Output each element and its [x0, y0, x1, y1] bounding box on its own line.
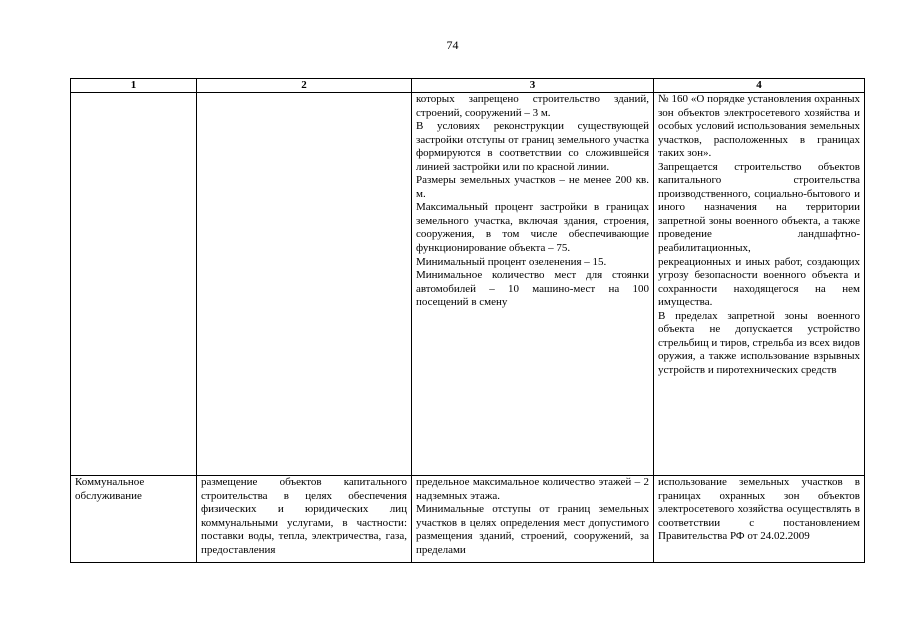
- cell-paragraph: которых запрещено строительство зданий, строений, сооружений – 3 м.: [416, 93, 649, 119]
- table-cell-col4: [654, 93, 865, 476]
- cell-paragraph: Размеры земельных участков – не менее 200 кв. м.: [416, 174, 649, 200]
- cell-paragraph: В условиях реконструкции существующей застройки отступы от границ земельного участка формируются в соответствии со сложившейся линией застройки или по красной линии.: [416, 120, 649, 173]
- table-row: [71, 476, 865, 563]
- cell-paragraph: использование земельных участков в границах охранных зон объектов электросетевого хозяйства осуществлять в соответствии с постановлением Правительства РФ от 24.02.2009: [658, 476, 860, 543]
- table-cell-col3: [412, 476, 654, 563]
- cell-paragraph: Запрещается строительство объектов капитального строительства производственного, социально-бытового и иного назначения на территории запретной зоны военного объекта, а также проведение ландшафтно-реабилитационных,: [658, 160, 860, 255]
- table-cell-col2: [197, 476, 412, 563]
- cell-paragraph: В пределах запретной зоны военного объекта не допускается устройство стрельбищ и тиров, стрельба из всех видов оружия, а также использование взрывных устройств и пиротехнических средств: [658, 309, 860, 376]
- cell-paragraph: предельное максимальное количество этажей – 2 надземных этажа.: [416, 476, 649, 502]
- header-col-2: 2: [197, 79, 412, 93]
- header-col-3: 3: [412, 79, 654, 93]
- cell-paragraph: размещение объектов капитального строительства в целях обеспечения физических и юридических лиц коммунальными услугами, в частности: поставки воды, тепла, электричества, газа, предоставления: [201, 476, 407, 556]
- header-col-1: 1: [71, 79, 197, 93]
- table-cell-col2: [197, 93, 412, 476]
- cell-paragraph: рекреационных и иных работ, создающих угрозу безопасности военного объекта и сохранности находящегося на нем имущества.: [658, 255, 860, 309]
- table-cell-col1: [71, 93, 197, 476]
- cell-paragraph: Минимальное количество мест для стоянки автомобилей – 10 машино-мест на 100 посещений в смену: [416, 269, 649, 309]
- page-number: 74: [446, 38, 459, 52]
- table-cell-col3: [412, 93, 654, 476]
- header-row: [71, 79, 865, 93]
- header-col-4: 4: [654, 79, 865, 93]
- table-row: [71, 93, 865, 476]
- table-cell-col1: [71, 476, 197, 563]
- cell-paragraph: Минимальные отступы от границ земельных участков в целях определения мест допустимого размещения зданий, строений, сооружений, за пределами: [416, 503, 649, 556]
- use-type-name: Коммунальное обслуживание: [75, 476, 145, 502]
- cell-paragraph: Минимальный процент озеленения – 15.: [416, 255, 607, 268]
- cell-paragraph: Максимальный процент застройки в границах земельного участка, включая здания, строения, сооружения, в том числе обеспечивающие функционирование объекта – 75.: [416, 201, 649, 255]
- cell-paragraph: № 160 «О порядке установления охранных зон объектов электросетевого хозяйства и особых условий использования земельных участков, расположенных в границах таких зон».: [658, 93, 860, 160]
- table-cell-col4: [654, 476, 865, 563]
- regulations-table: [70, 78, 865, 563]
